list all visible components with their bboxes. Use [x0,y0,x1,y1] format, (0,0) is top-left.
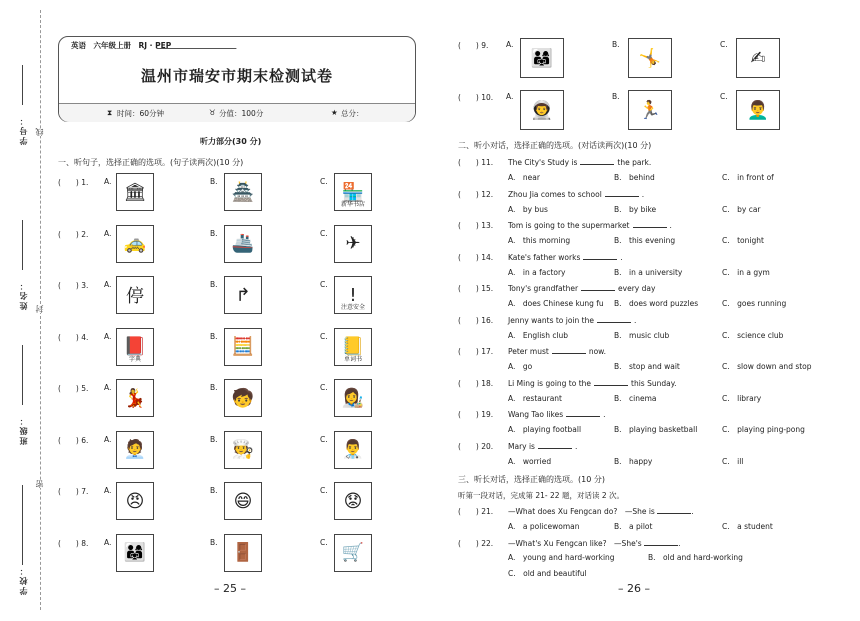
exam-info-bar [59,103,415,122]
question-stem-a: Li Ming is going to the [508,378,592,388]
question-3-option-letter[interactable]: A. [104,280,112,289]
picture-icon: 🏃 [638,99,662,121]
header-decor-line [156,39,242,49]
page-number-left: – 25 – [214,582,246,595]
question-8-option-letter[interactable]: A. [104,537,112,547]
question-16-number[interactable]: ( ) 16. [458,315,494,325]
question-11-option-b[interactable]: B. behind [614,173,655,182]
question-15-number[interactable]: ( ) 15. [458,284,494,293]
left-page [52,0,424,621]
picture-icon: 🏪 [341,181,365,203]
picture-icon: 😄 [233,490,253,512]
question-10-picture[interactable] [628,90,672,130]
question-21-stem [508,506,694,517]
answer-blank [605,189,639,197]
question-21-stem-b: . [691,507,694,516]
section-3-note: 听第一段对话，完成第 21- 22 题，对话读 2 次。 [458,491,624,500]
answer-blank [657,506,694,516]
picture-icon: 🏯 [231,181,255,203]
question-stem-a: Zhou Jia comes to school [508,189,602,199]
question-stem-a: Peter must [508,347,549,356]
listening-part-title: 听力部分(30 分) [200,137,262,146]
question-10-option-letter[interactable]: C. [720,92,728,101]
question-3-option-letter[interactable]: C. [320,280,328,289]
question-18-option-a[interactable]: A. restaurant [508,393,562,403]
question-15-option-a[interactable]: A. does Chinese kung fu [508,299,604,308]
question-3-option-letter[interactable]: B. [210,280,218,289]
picture-icon: ↱ [235,284,251,306]
star-icon: ★ [331,108,338,117]
picture-caption: 新华书店 [340,201,365,208]
hourglass-icon: ⧗ [107,108,113,117]
question-19-stem [508,409,606,419]
question-16-option-c[interactable]: C. science club [722,330,784,340]
question-18-stem [508,378,676,388]
school-label: 学校： [19,565,28,595]
picture-icon: 🧒 [231,387,255,409]
question-5-option-letter[interactable]: A. [104,383,112,392]
question-21-number[interactable]: ( ) 21. [458,507,494,516]
question-10-picture[interactable] [520,90,564,130]
question-20-option-a[interactable]: A. worried [508,456,552,466]
question-3-picture[interactable] [334,276,372,314]
question-17-option-a[interactable]: A. go [508,362,533,371]
question-2-number[interactable]: ( ) 2. [58,229,89,239]
question-stem-b: . [641,189,645,199]
question-22-stem [508,538,680,549]
question-18-option-c[interactable]: C. library [722,393,762,403]
question-4-number[interactable]: ( ) 4. [58,332,89,342]
question-22-stem-a: —What's Xu Fengcan like? —She's [508,539,642,548]
answer-blank [566,409,600,417]
section-2-heading: 二、听小对话，选择正确的选项。(对话读两次)(10 分) [458,141,652,150]
picture-icon: 👨‍👩‍👧 [123,542,147,563]
question-15-option-c[interactable]: C. goes running [722,299,787,308]
question-6-option-letter[interactable]: C. [320,434,328,444]
answer-blank [580,157,614,165]
question-10-picture[interactable] [736,90,780,130]
question-12-number[interactable]: ( ) 12. [458,189,494,199]
question-19-number[interactable]: ( ) 19. [458,410,494,419]
school-field[interactable] [10,555,40,615]
question-1-option-letter[interactable]: A. [104,177,112,186]
question-3-picture[interactable] [116,276,154,314]
question-17-stem [508,346,606,356]
question-22-option-a[interactable]: A. young and hard-working [508,553,615,562]
binding-mark-secret: 密 [35,480,44,488]
question-22-number[interactable]: ( ) 22. [458,539,494,548]
student-number-label: 学号： [19,115,28,145]
picture-icon: 停 [126,286,144,307]
question-12-option-a[interactable]: A. by bus [508,204,548,214]
question-13-option-c[interactable]: C. tonight [722,236,764,245]
picture-icon: 👨‍🦱 [746,99,770,121]
question-2-option-letter[interactable]: C. [320,228,328,238]
school-line [22,485,23,565]
question-2-picture[interactable] [224,225,262,263]
question-10-option-letter[interactable]: A. [506,92,514,101]
answer-blank [594,378,628,386]
question-9-number[interactable]: ( ) 9. [458,41,489,50]
question-1-picture[interactable] [116,173,154,211]
question-stem-b: . [603,410,606,419]
question-6-number[interactable]: ( ) 6. [58,435,89,445]
question-16-option-b[interactable]: B. music club [614,330,670,340]
question-11-option-a[interactable]: A. near [508,173,540,182]
picture-icon: 👨‍👩‍👧 [530,47,554,69]
picture-icon: 🚪 [231,542,255,563]
question-21-option-a[interactable]: A. a policewoman [508,522,580,531]
question-10-number[interactable]: ( ) 10. [458,93,494,102]
question-14-option-a[interactable]: A. in a factory [508,267,566,277]
question-stem-b: . [574,441,578,451]
student-number-field[interactable] [10,95,40,155]
question-stem-b: this Sunday. [631,378,677,388]
question-22-option-c[interactable]: C. old and beautiful [508,569,587,578]
question-6-option-letter[interactable]: A. [104,434,112,444]
answer-blank [583,252,617,260]
question-8-picture[interactable] [116,534,154,572]
question-4-option-letter[interactable]: A. [104,331,112,341]
question-14-option-c[interactable]: C. in a gym [722,267,770,277]
picture-icon: 🛒 [341,542,365,563]
question-13-stem [508,220,672,230]
question-9-picture[interactable] [628,38,672,78]
binding-mark-line: 线 [35,128,44,136]
question-4-picture[interactable] [334,328,372,366]
class-field[interactable] [10,395,40,455]
name-line [22,220,23,270]
question-2-option-letter[interactable]: B. [210,228,218,238]
question-20-number[interactable]: ( ) 20. [458,441,494,451]
question-9-picture[interactable] [736,38,780,78]
question-stem-b: now. [588,347,606,356]
question-9-option-letter[interactable]: A. [506,40,514,49]
question-11-stem [508,157,651,167]
picture-caption: 单词书 [343,355,362,363]
binding-mark-seal: 封 [35,305,44,313]
picture-icon: 🚕 [123,233,147,254]
question-stem-b: . [620,252,623,262]
answer-blank [633,220,667,228]
question-9-picture[interactable] [520,38,564,78]
question-4-picture[interactable] [116,328,154,366]
picture-icon: 👩‍🎨 [341,387,365,409]
question-5-option-letter[interactable]: C. [320,383,328,392]
picture-icon: 🧑‍🍳 [231,439,255,460]
question-2-picture[interactable] [116,225,154,263]
question-12-option-b[interactable]: B. by bike [614,204,657,214]
question-20-stem [508,441,577,451]
question-stem-a: Tom is going to the supermarket [508,221,630,230]
picture-icon: ! [349,284,357,306]
question-11-number[interactable]: ( ) 11. [458,158,494,167]
question-8-option-letter[interactable]: B. [210,537,218,547]
answer-blank [644,538,681,548]
question-stem-b: the park. [617,158,652,167]
question-3-number[interactable]: ( ) 3. [58,281,89,290]
question-2-option-letter[interactable]: A. [104,228,112,238]
exam-tag: 英语 六年级上册 RJ · PEP [71,41,172,50]
question-7-picture[interactable] [116,482,154,520]
name-label: 姓名： [19,280,28,310]
answer-blank [538,441,572,449]
question-5-number[interactable]: ( ) 5. [58,384,89,393]
question-21-option-b[interactable]: B. a pilot [614,522,653,531]
question-5-option-letter[interactable]: B. [210,383,218,392]
page-number-right: – 26 – [618,582,650,595]
picture-icon: 👨‍⚕️ [341,439,365,460]
question-20-option-b[interactable]: B. happy [614,456,653,466]
right-page [452,0,852,621]
question-14-number[interactable]: ( ) 14. [458,252,494,262]
question-16-option-a[interactable]: A. English club [508,330,569,340]
exam-title: 温州市瑞安市期末检测试卷 [140,67,333,85]
question-stem-a: Wang Tao likes [508,410,564,419]
answer-blank [581,283,615,291]
question-4-option-letter[interactable]: C. [320,331,328,341]
question-14-stem [508,252,623,262]
question-6-picture[interactable] [224,431,262,469]
question-20-option-c[interactable]: C. ill [722,456,744,466]
question-9-option-letter[interactable]: B. [612,40,620,49]
scale-icon: ♉ [209,108,216,117]
question-stem-a: The City's Study is [508,158,578,167]
picture-icon: 📒 [341,336,365,357]
question-7-option-letter[interactable]: C. [320,486,328,495]
question-stem-a: Kate's father works [508,252,581,262]
picture-icon: ✍ [750,47,766,69]
question-1-option-letter[interactable]: C. [320,177,328,186]
question-7-picture[interactable] [224,482,262,520]
picture-icon: 🧮 [231,336,255,357]
picture-icon: 💃 [123,387,147,409]
question-22-option-b[interactable]: B. old and hard-working [648,553,743,562]
question-16-stem [508,315,636,325]
question-7-option-letter[interactable]: B. [210,486,218,495]
picture-icon: 🧑‍💼 [123,439,147,460]
question-9-option-letter[interactable]: C. [720,40,728,49]
answer-blank [552,346,586,354]
picture-caption: 注意安全 [340,304,365,311]
exam-total: 总分： [341,109,364,118]
question-21-option-c[interactable]: C. a student [722,522,773,531]
question-6-option-letter[interactable]: B. [210,434,218,444]
question-2-picture[interactable] [334,225,372,263]
question-17-number[interactable]: ( ) 17. [458,347,494,356]
picture-icon: 📕 [123,336,147,357]
question-1-picture[interactable] [334,173,372,211]
question-5-picture[interactable] [334,379,372,417]
question-3-picture[interactable] [224,276,262,314]
question-12-option-c[interactable]: C. by car [722,204,761,214]
question-stem-b: . [669,221,672,230]
question-18-number[interactable]: ( ) 18. [458,378,494,388]
picture-icon: 😟 [343,490,363,512]
exam-score: 分值：100分 [219,109,264,118]
question-13-number[interactable]: ( ) 13. [458,221,494,230]
exam-header [58,36,416,122]
question-14-option-b[interactable]: B. in a university [614,267,683,277]
binding-strip [0,0,50,621]
question-stem-b: every day [618,284,656,293]
question-stem-b: . [634,315,637,325]
question-19-option-a[interactable]: A. playing football [508,425,582,434]
student-number-line [22,65,23,105]
question-12-stem [508,189,644,199]
question-stem-a: Tony's grandfather [508,284,579,293]
question-1-option-letter[interactable]: B. [210,177,218,186]
question-stem-a: Jenny wants to join the [508,315,594,325]
picture-icon: ✈ [345,233,361,254]
picture-icon: 🤸 [638,47,662,69]
class-line [22,345,23,405]
question-15-option-b[interactable]: B. does word puzzles [614,299,699,308]
question-4-picture[interactable] [224,328,262,366]
question-7-picture[interactable] [334,482,372,520]
question-19-option-b[interactable]: B. playing basketball [614,425,698,434]
question-6-picture[interactable] [334,431,372,469]
question-15-stem [508,283,655,293]
question-1-number[interactable]: ( ) 1. [58,178,89,187]
question-21-stem-a: —What does Xu Fengcan do? —She is [508,507,655,516]
question-stem-a: Mary is [508,441,535,451]
picture-icon: 👨‍🚀 [530,99,554,121]
exam-time: 时间：60分钟 [117,109,165,118]
question-17-option-c[interactable]: C. slow down and stop [722,362,812,371]
question-5-picture[interactable] [116,379,154,417]
question-6-picture[interactable] [116,431,154,469]
question-5-picture[interactable] [224,379,262,417]
picture-icon: 🏛 [123,181,147,203]
question-8-picture[interactable] [224,534,262,572]
picture-icon: 🚢 [231,233,255,254]
question-7-option-letter[interactable]: A. [104,486,112,495]
question-17-option-b[interactable]: B. stop and wait [614,362,680,371]
section-3-heading: 三、听长对话，选择正确的选项。(10 分) [458,475,605,484]
question-10-option-letter[interactable]: B. [612,92,620,101]
question-22-stem-b: . [678,539,681,548]
question-13-option-b[interactable]: B. this evening [614,236,676,245]
question-19-option-c[interactable]: C. playing ping-pong [722,425,805,434]
question-8-picture[interactable] [334,534,372,572]
question-13-option-a[interactable]: A. this morning [508,236,571,245]
question-11-option-c[interactable]: C. in front of [722,173,774,182]
section-1-heading: 一、听句子，选择正确的选项。(句子读两次)(10 分) [58,158,244,167]
answer-blank [597,315,631,323]
question-4-option-letter[interactable]: B. [210,331,218,341]
picture-caption: 字典 [128,355,141,363]
question-1-picture[interactable] [224,173,262,211]
class-label: 班级： [19,415,28,445]
question-8-number[interactable]: ( ) 8. [58,538,89,548]
question-7-number[interactable]: ( ) 7. [58,487,89,496]
question-8-option-letter[interactable]: C. [320,537,328,547]
picture-icon: 😠 [125,490,145,512]
question-18-option-b[interactable]: B. cinema [614,393,657,403]
